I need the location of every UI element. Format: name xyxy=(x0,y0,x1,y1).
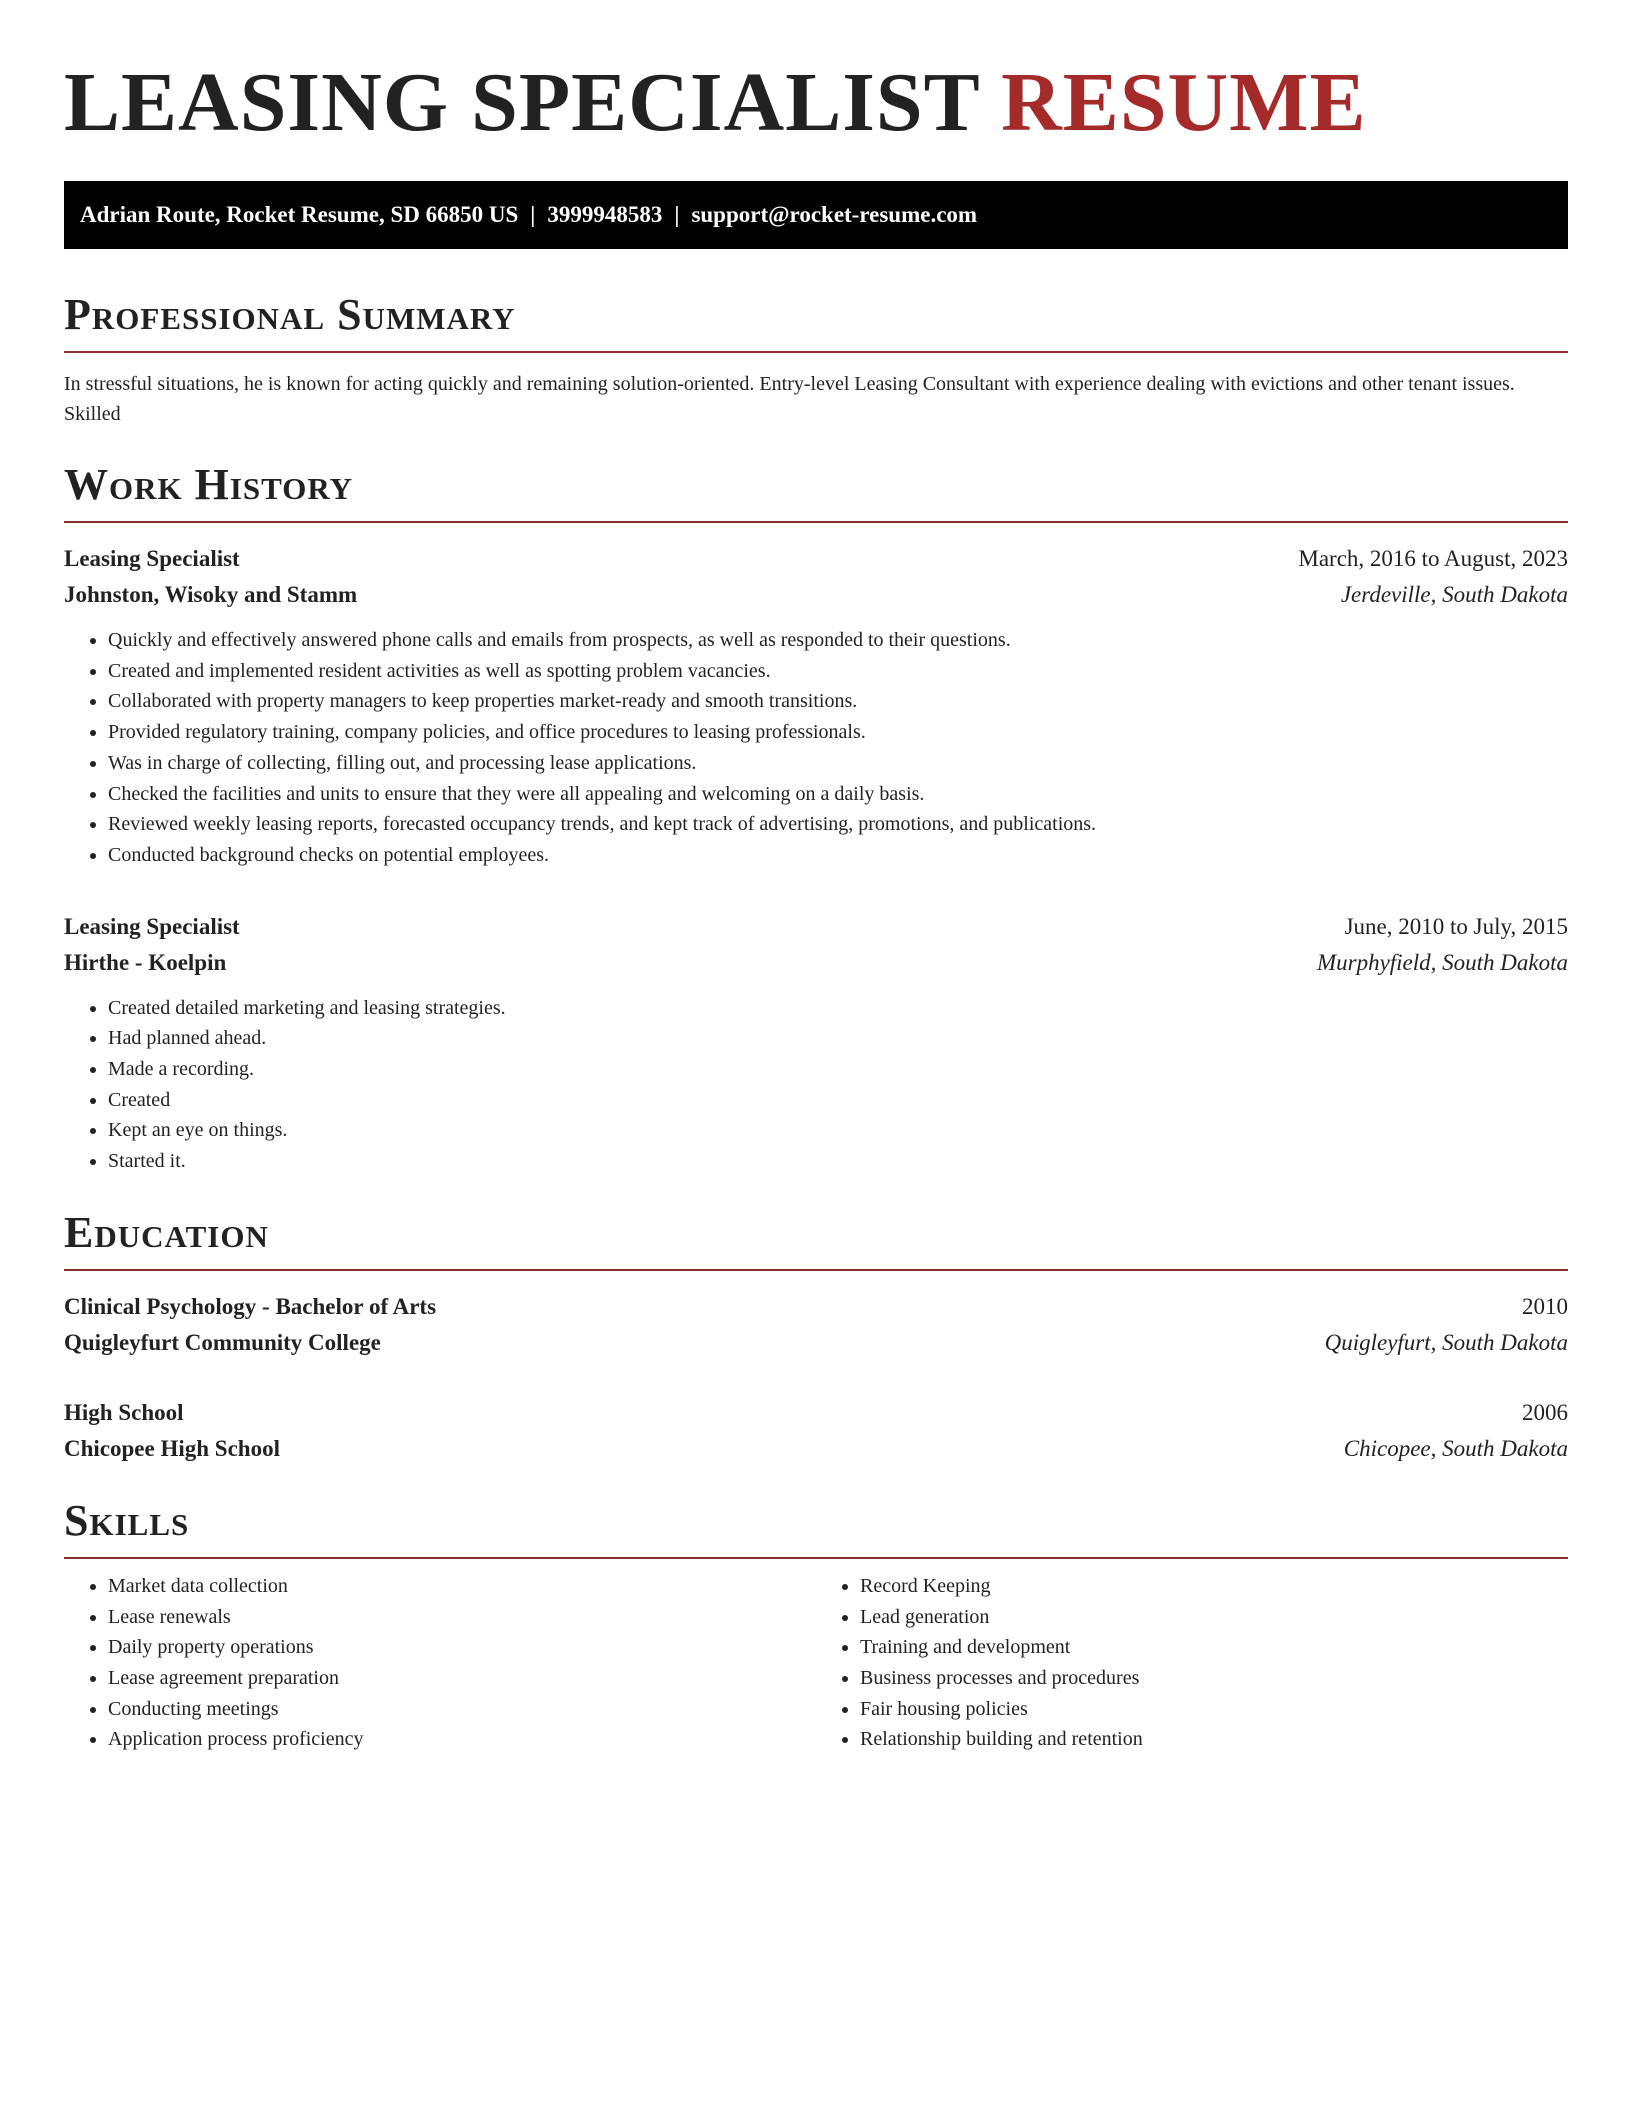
contact-phone: 3999948583 xyxy=(547,202,663,227)
job-bullets xyxy=(64,625,1568,871)
list-item: • Relationship building and retention xyxy=(860,1724,1568,1755)
education-school: Chicopee High School xyxy=(64,1435,280,1461)
list-item: • Business processes and procedures xyxy=(860,1663,1568,1694)
education-location: Chicopee, South Dakota xyxy=(1343,1435,1568,1461)
job-bullets xyxy=(64,993,1568,1177)
list-item: • Conducting meetings xyxy=(108,1694,816,1725)
list-item: • Provided regulatory training, company policies, and office procedures to leasing professionals. xyxy=(108,717,1568,748)
summary-section xyxy=(64,289,1568,429)
skills-heading: Skills xyxy=(64,1495,1568,1559)
education-degree: High School xyxy=(64,1399,184,1425)
list-item: • Made a recording. xyxy=(108,1054,1568,1085)
education-degree: Clinical Psychology - Bachelor of Arts xyxy=(64,1293,437,1319)
list-item: • Lead generation xyxy=(860,1602,1568,1633)
job-entry xyxy=(64,909,1568,1177)
list-item: • Was in charge of collecting, filling out, and processing lease applications. xyxy=(108,748,1568,779)
resume-title xyxy=(64,50,1568,156)
list-item: • Daily property operations xyxy=(108,1632,816,1663)
list-item: • Checked the facilities and units to ensure that they were all appealing and welcoming on a daily basis. xyxy=(108,779,1568,810)
contact-separator: | xyxy=(674,202,680,227)
list-item: • Fair housing policies xyxy=(860,1694,1568,1725)
job-dates: March, 2016 to August, 2023 xyxy=(1298,546,1568,571)
job-company: Hirthe - Koelpin xyxy=(64,949,227,975)
list-item: • Market data collection xyxy=(108,1571,816,1602)
job-location: Jerdeville, South Dakota xyxy=(1340,582,1568,607)
list-item: • Training and development xyxy=(860,1632,1568,1663)
list-item: • Created xyxy=(108,1085,1568,1116)
job-entry xyxy=(64,541,1568,871)
work-history-heading: Work History xyxy=(64,459,1568,523)
list-item: • Created and implemented resident activities as well as spotting problem vacancies. xyxy=(108,656,1568,687)
skills-section xyxy=(64,1495,1568,1755)
list-item: • Lease renewals xyxy=(108,1602,816,1633)
work-history-section xyxy=(64,459,1568,1177)
list-item: • Conducted background checks on potential employees. xyxy=(108,840,1568,871)
skills-list-right xyxy=(816,1571,1568,1755)
list-item: • Collaborated with property managers to keep properties market-ready and smooth transitions. xyxy=(108,686,1568,717)
education-year: 2006 xyxy=(1522,1399,1568,1425)
contact-separator: | xyxy=(530,202,536,227)
contact-bar xyxy=(64,181,1568,249)
job-title: Leasing Specialist xyxy=(64,546,240,571)
list-item: • Kept an eye on things. xyxy=(108,1115,1568,1146)
job-title: Leasing Specialist xyxy=(64,913,240,939)
contact-email: support@rocket-resume.com xyxy=(691,202,978,227)
summary-text: In stressful situations, he is known for acting quickly and remaining solution-oriented. Entry-level Leasing Consultant with experience dealing with evictions and other tenant issues. Skilled xyxy=(64,373,1515,425)
title-accent: RESUME xyxy=(1001,56,1367,149)
skills-grid xyxy=(64,1571,1568,1755)
list-item: • Had planned ahead. xyxy=(108,1023,1568,1054)
list-item: • Record Keeping xyxy=(860,1571,1568,1602)
education-heading: Education xyxy=(64,1207,1568,1271)
education-entry xyxy=(64,1395,1568,1467)
list-item: • Quickly and effectively answered phone calls and emails from prospects, as well as responded to their questions. xyxy=(108,625,1568,656)
job-dates: June, 2010 to July, 2015 xyxy=(1344,913,1568,939)
education-year: 2010 xyxy=(1522,1293,1568,1319)
skills-list-left xyxy=(64,1571,816,1755)
education-location: Quigleyfurt, South Dakota xyxy=(1324,1329,1568,1355)
list-item: • Reviewed weekly leasing reports, forecasted occupancy trends, and kept track of advertising, promotions, and publications. xyxy=(108,809,1568,840)
education-school: Quigleyfurt Community College xyxy=(64,1329,381,1355)
contact-address: Adrian Route, Rocket Resume, SD 66850 US xyxy=(80,202,519,227)
education-section xyxy=(64,1207,1568,1467)
summary-heading: Professional Summary xyxy=(64,289,1568,353)
title-main: LEASING SPECIALIST xyxy=(64,56,980,149)
list-item: • Started it. xyxy=(108,1146,1568,1177)
list-item: • Application process proficiency xyxy=(108,1724,816,1755)
list-item: • Created detailed marketing and leasing strategies. xyxy=(108,993,1568,1024)
job-company: Johnston, Wisoky and Stamm xyxy=(64,582,358,607)
list-item: • Lease agreement preparation xyxy=(108,1663,816,1694)
job-location: Murphyfield, South Dakota xyxy=(1316,949,1568,975)
education-entry xyxy=(64,1289,1568,1361)
